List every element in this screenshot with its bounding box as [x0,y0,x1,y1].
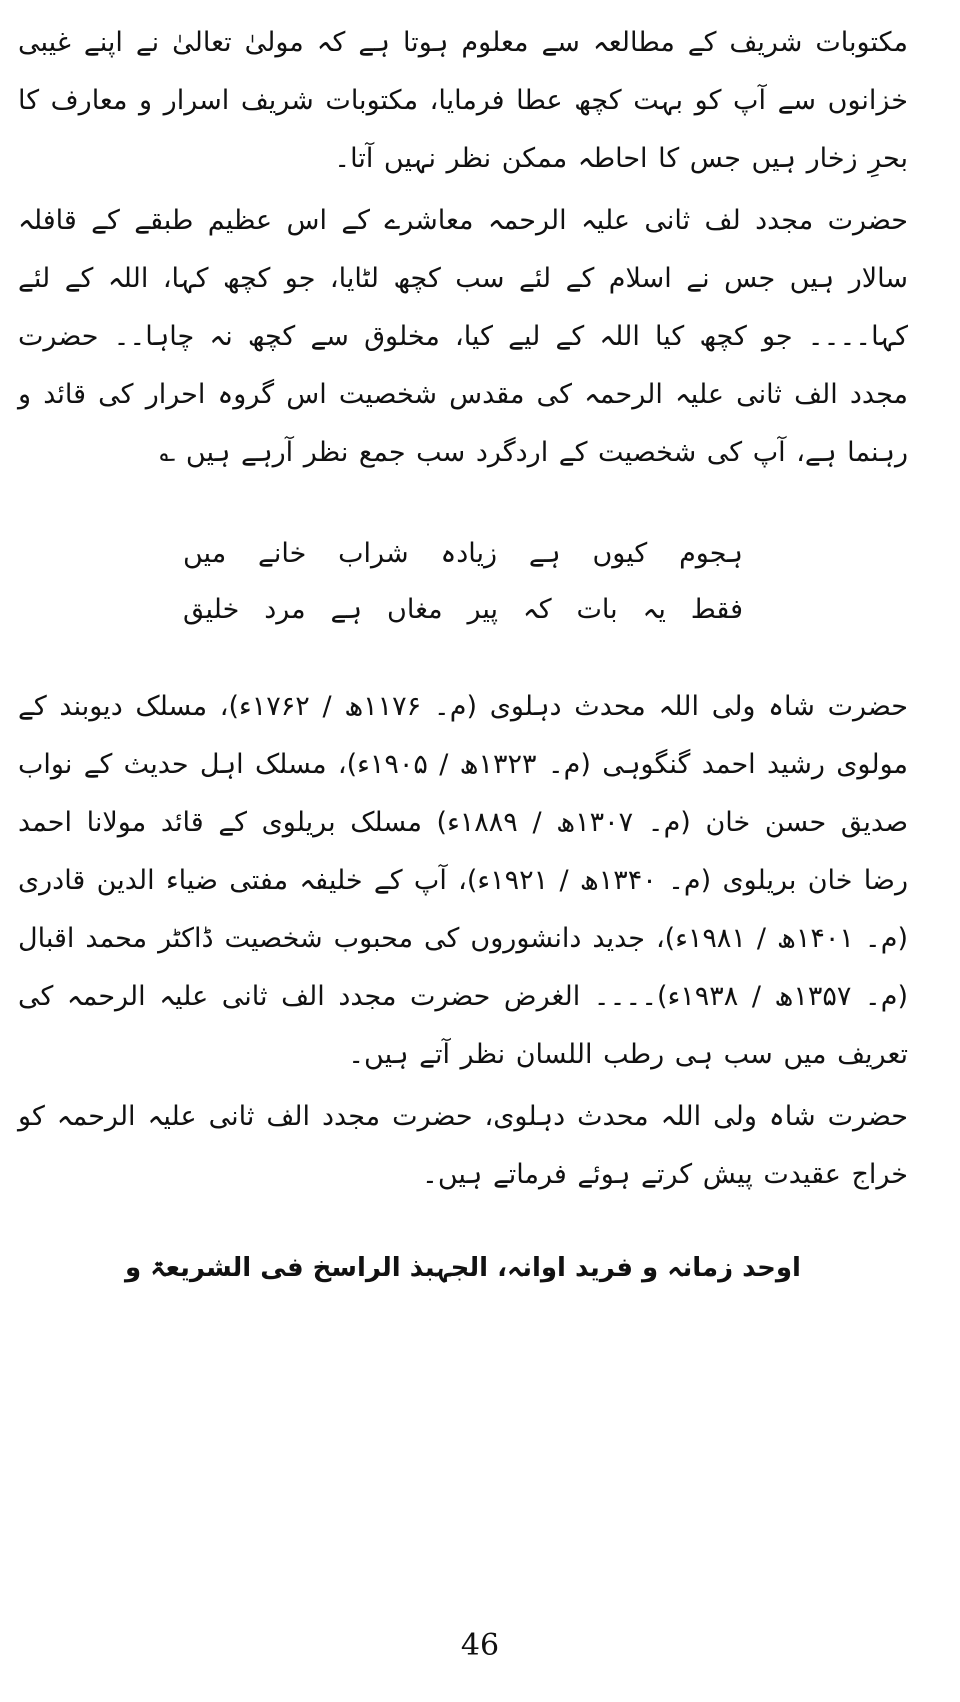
paragraph-shah-waliullah: حضرت شاہ ولی اللہ محدث دہلوی، حضرت مجدد الف ثانی علیہ الرحمہ کو خراج عقیدت پیش کرتے ہوئے فرماتے ہیں۔ [18,1101,908,1190]
poetry-verse-1: ہجوم کیوں ہے زیادہ شراب خانے میں [183,538,743,569]
poetry-couplet [183,526,743,638]
paragraph-maktubat: مکتوبات شریف کے مطالعہ سے معلوم ہوتا ہے کہ مولیٰ تعالیٰ نے اپنے غیبی خزانوں سے آپ کو بہت کچھ عطا فرمایا، مکتوبات شریف اسرار و معارف کا بحرِ زخار ہیں جس کا احاطہ ممکن نظر نہیں آتا۔ [18,27,908,174]
poetry-verse-2: فقط یہ بات کہ پیر مغاں ہے مرد خلیق [183,594,743,625]
paragraph-mujaddid: حضرت مجدد لف ثانی علیہ الرحمہ معاشرے کے اس عظیم طبقے کے قافلہ سالار ہیں جس نے اسلام کے لئے سب کچھ لٹایا، جو کچھ کہا، اللہ کے لئے کہا۔۔۔۔ جو کچھ کیا اللہ کے لیے کیا، مخلوق سے کچھ نہ چاہا۔۔ حضرت مجدد الف ثانی علیہ الرحمہ کی مقدس شخصیت اس گروہ احرار کی قائد و رہنما ہے، آپ کی شخصیت کے اردگرد سب جمع نظر آرہے ہیں ؎ [18,205,908,468]
page-text-block [18,14,908,1296]
arabic-quote-line: اوحد زمانہ و فرید اوانہ، الجہبذ الراسخ فی الشریعۃ و [125,1253,801,1283]
page-number: 46 [460,1628,500,1663]
paragraph-scholars: حضرت شاہ ولی اللہ محدث دہلوی (م۔ ۱۱۷۶ھ / ۱۷۶۲ء)، مسلک دیوبند کے مولوی رشید احمد گنگوہی (م۔ ۱۳۲۳ھ / ۱۹۰۵ء)، مسلک اہل حدیث کے نواب صدیق حسن خان (م۔ ۱۳۰۷ھ / ۱۸۸۹ء) مسلک بریلوی کے قائد مولانا احمد رضا خان بریلوی (م۔ ۱۳۴۰ھ / ۱۹۲۱ء)، آپ کے خلیفہ مفتی ضیاء الدین قادری (م۔ ۱۴۰۱ھ / ۱۹۸۱ء)، جدید دانشوروں کی محبوب شخصیت ڈاکٹر محمد اقبال (م۔ ۱۳۵۷ھ / ۱۹۳۸ء)۔۔۔۔ الغرض حضرت مجدد الف ثانی علیہ الرحمہ کی تعریف میں سب ہی رطب اللسان نظر آتے ہیں۔ [18,691,908,1070]
